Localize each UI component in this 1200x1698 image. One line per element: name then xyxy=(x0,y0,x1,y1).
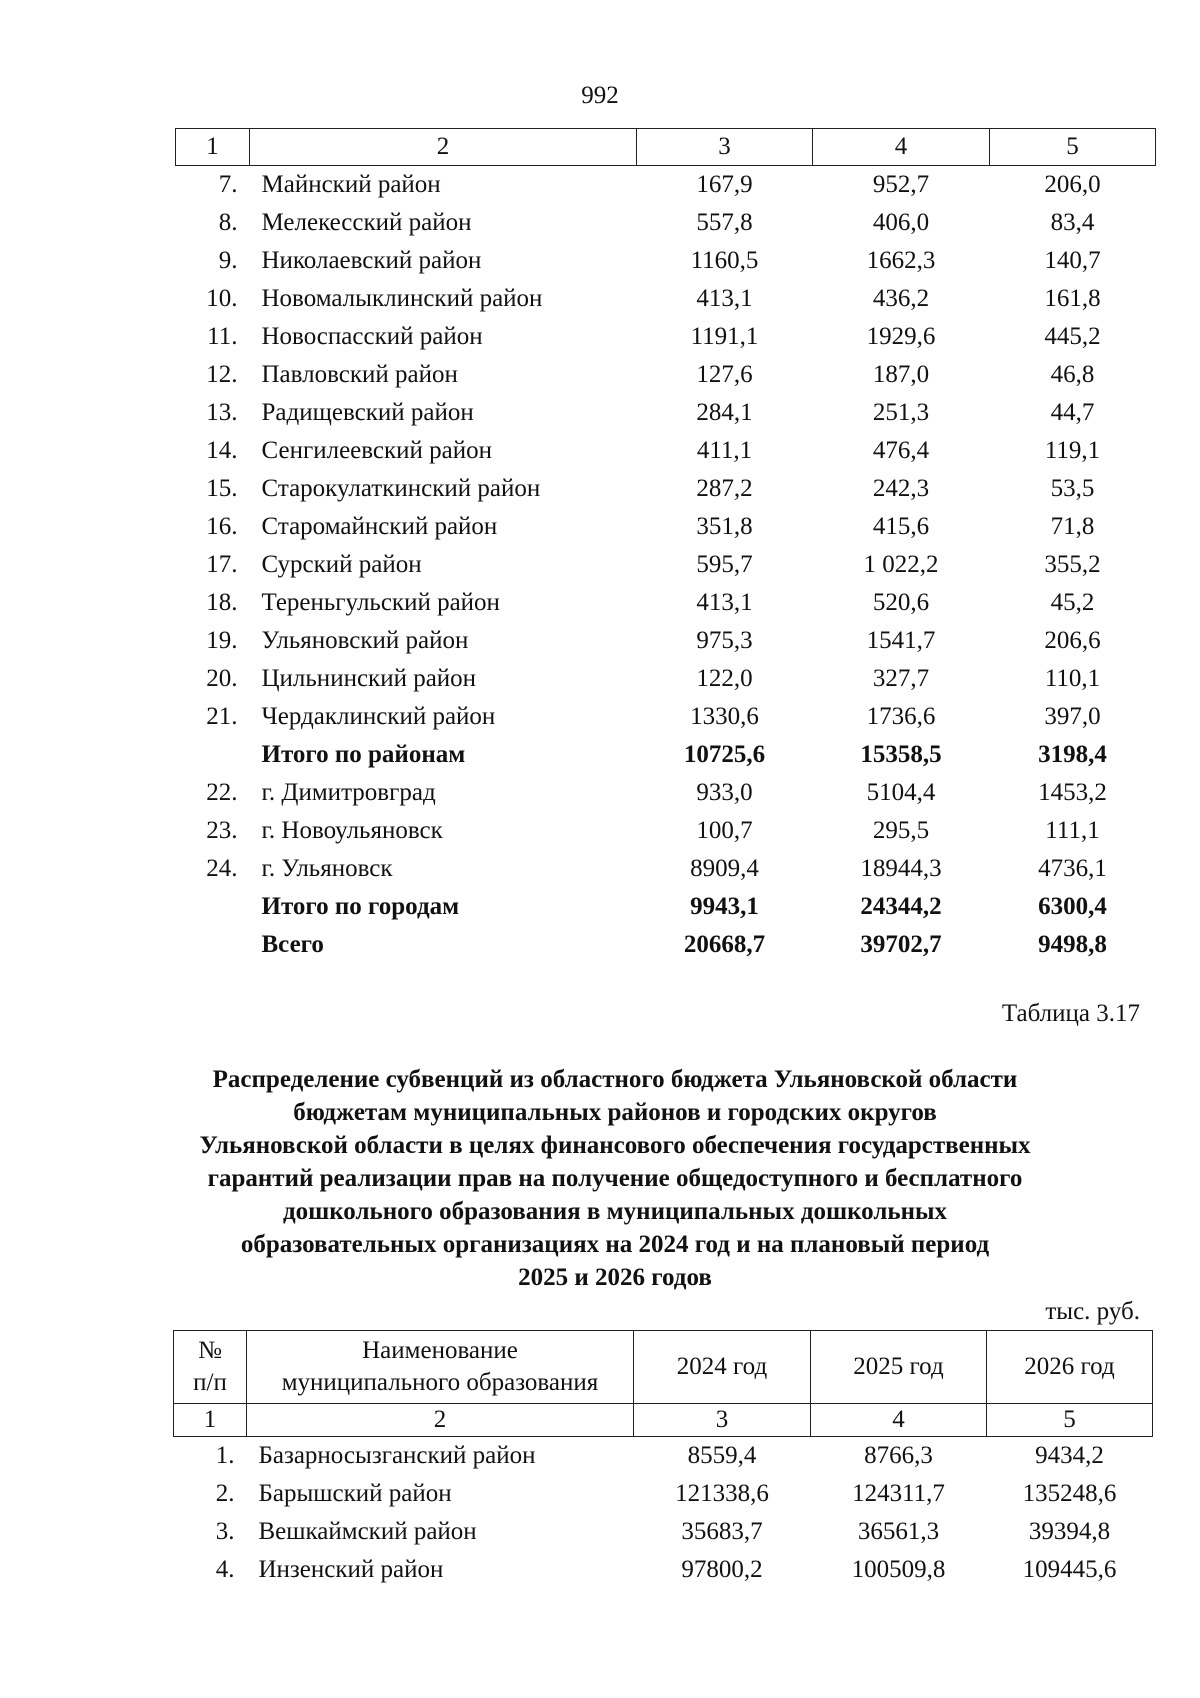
row-number: 16. xyxy=(206,512,238,540)
row-value: 1160,5 xyxy=(690,246,759,274)
column-number: 1 xyxy=(174,1404,247,1437)
row-value: 1736,6 xyxy=(866,702,936,730)
row-number: 22. xyxy=(206,778,238,806)
table-row xyxy=(174,1475,1153,1513)
row-number: 7. xyxy=(218,170,238,198)
column-number: 4 xyxy=(813,129,990,166)
row-number: 18. xyxy=(206,588,238,616)
row-value: 251,3 xyxy=(872,398,930,426)
table-row xyxy=(176,698,1156,736)
table-row xyxy=(176,508,1156,546)
row-value: 411,1 xyxy=(696,436,753,464)
row-value: 327,7 xyxy=(872,664,930,692)
row-name: Базарносызганский район xyxy=(258,1441,536,1469)
row-value: 9498,8 xyxy=(1038,930,1107,958)
row-name: Новомалыклинский район xyxy=(261,284,543,312)
row-value: 287,2 xyxy=(696,474,753,502)
row-name: г. Новоульяновск xyxy=(261,816,443,844)
header-name: Наименование муниципального образования xyxy=(247,1331,634,1404)
row-value: 1453,2 xyxy=(1038,778,1107,806)
table-row xyxy=(176,394,1156,432)
row-value: 1191,1 xyxy=(690,322,759,350)
table-row xyxy=(176,204,1156,242)
header-number: № п/п xyxy=(174,1331,247,1404)
row-value: 8909,4 xyxy=(690,854,759,882)
row-value: 284,1 xyxy=(696,398,753,426)
row-value: 520,6 xyxy=(872,588,930,616)
row-value: 975,3 xyxy=(696,626,753,654)
row-value: 15358,5 xyxy=(860,740,942,768)
header-2024: 2024 год xyxy=(634,1331,811,1404)
row-value: 242,3 xyxy=(872,474,930,502)
row-number: 20. xyxy=(206,664,238,692)
row-name: Инзенский район xyxy=(258,1555,444,1583)
table-row xyxy=(174,1513,1153,1551)
row-value: 8766,3 xyxy=(864,1441,933,1469)
column-number: 2 xyxy=(250,129,637,166)
row-name: Тереньгульский район xyxy=(261,588,500,616)
row-name: Николаевский район xyxy=(261,246,482,274)
title-line: дошкольного образования в муниципальных дошкольных xyxy=(282,1198,947,1225)
row-name: Итого по городам xyxy=(261,892,460,920)
header-2025: 2025 год xyxy=(811,1331,987,1404)
column-number: 3 xyxy=(637,129,813,166)
row-number: 23. xyxy=(206,816,238,844)
row-value: 127,6 xyxy=(696,360,753,388)
table-row xyxy=(176,850,1156,888)
row-value: 83,4 xyxy=(1050,208,1095,236)
table-row xyxy=(174,1551,1153,1589)
row-value: 45,2 xyxy=(1050,588,1095,616)
table-row xyxy=(176,280,1156,318)
table-row xyxy=(176,584,1156,622)
row-value: 413,1 xyxy=(696,284,753,312)
row-value: 406,0 xyxy=(872,208,930,236)
row-value: 36561,3 xyxy=(857,1517,940,1545)
row-value: 4736,1 xyxy=(1038,854,1107,882)
header-row xyxy=(174,1331,1153,1404)
row-number: 10. xyxy=(206,284,238,312)
row-value: 1541,7 xyxy=(866,626,936,654)
row-value: 557,8 xyxy=(696,208,753,236)
row-value: 8559,4 xyxy=(687,1441,757,1469)
row-name: Павловский район xyxy=(261,360,458,388)
row-number: 14. xyxy=(206,436,238,464)
row-name: г. Ульяновск xyxy=(261,854,393,882)
row-value: 351,8 xyxy=(696,512,753,540)
row-number: 17. xyxy=(206,550,238,578)
row-value: 6300,4 xyxy=(1038,892,1107,920)
column-number-row xyxy=(174,1404,1153,1437)
row-value: 3198,4 xyxy=(1038,740,1107,768)
row-value: 1662,3 xyxy=(866,246,936,274)
row-name: г. Димитровград xyxy=(261,778,436,806)
column-number: 2 xyxy=(247,1404,634,1437)
title-line: Распределение субвенций из областного бюджета Ульяновской области xyxy=(212,1066,1018,1093)
row-name: Вешкаймский район xyxy=(258,1517,477,1545)
row-name: Сурский район xyxy=(261,550,422,578)
row-value: 109445,6 xyxy=(1022,1555,1117,1583)
row-number: 19. xyxy=(206,626,238,654)
row-value: 71,8 xyxy=(1050,512,1095,540)
units-label: тыс. руб. xyxy=(1045,1298,1140,1325)
table-row xyxy=(176,470,1156,508)
table-row xyxy=(176,888,1156,926)
row-value: 35683,7 xyxy=(681,1517,763,1545)
row-name: Ульяновский район xyxy=(261,626,469,654)
row-value: 9434,2 xyxy=(1035,1441,1104,1469)
row-value: 20668,7 xyxy=(683,930,766,958)
row-number: 3. xyxy=(215,1517,235,1545)
page-number: 992 xyxy=(581,82,619,109)
table-row xyxy=(176,318,1156,356)
row-name: Всего xyxy=(261,930,324,958)
table-row xyxy=(176,660,1156,698)
row-value: 436,2 xyxy=(872,284,930,312)
row-value: 933,0 xyxy=(696,778,753,806)
row-name: Чердаклинский район xyxy=(261,702,496,730)
row-value: 952,7 xyxy=(872,170,930,198)
row-value: 119,1 xyxy=(1044,436,1101,464)
row-value: 1 022,2 xyxy=(863,550,939,578)
row-value: 10725,6 xyxy=(683,740,766,768)
row-value: 39702,7 xyxy=(860,930,942,958)
table-row xyxy=(176,432,1156,470)
row-value: 187,0 xyxy=(872,360,930,388)
table-row xyxy=(176,622,1156,660)
row-number: 8. xyxy=(218,208,238,236)
row-number: 2. xyxy=(215,1479,235,1507)
row-value: 18944,3 xyxy=(860,854,942,882)
title-line: образовательных организациях на 2024 год и на плановый период xyxy=(240,1231,990,1258)
row-name: Итого по районам xyxy=(261,740,466,768)
row-number: 11. xyxy=(207,322,238,350)
column-number: 3 xyxy=(634,1404,811,1437)
row-value: 415,6 xyxy=(872,512,930,540)
row-value: 397,0 xyxy=(1044,702,1101,730)
row-value: 53,5 xyxy=(1050,474,1095,502)
title-line: гарантий реализации прав на получение общедоступного и бесплатного xyxy=(207,1165,1023,1192)
row-number xyxy=(176,926,250,964)
row-value: 122,0 xyxy=(696,664,753,692)
row-number: 12. xyxy=(206,360,238,388)
row-value: 476,4 xyxy=(872,436,930,464)
row-value: 121338,6 xyxy=(675,1479,769,1507)
continuation-table xyxy=(175,128,1156,964)
row-value: 44,7 xyxy=(1050,398,1095,426)
row-value: 24344,2 xyxy=(860,892,942,920)
row-number xyxy=(176,736,250,774)
row-name: Радищевский район xyxy=(261,398,474,426)
row-name: Старомайнский район xyxy=(261,512,498,540)
row-number: 13. xyxy=(206,398,238,426)
row-value: 140,7 xyxy=(1044,246,1101,274)
title-line: бюджетам муниципальных районов и городских округов xyxy=(293,1099,937,1126)
row-value: 206,0 xyxy=(1044,170,1101,198)
row-value: 111,1 xyxy=(1045,816,1100,844)
row-value: 97800,2 xyxy=(681,1555,763,1583)
subvention-table xyxy=(173,1330,1153,1589)
title-line: Ульяновской области в целях финансового обеспечения государственных xyxy=(199,1132,1031,1159)
row-number: 21. xyxy=(206,702,238,730)
row-value: 206,6 xyxy=(1044,626,1101,654)
row-value: 39394,8 xyxy=(1028,1517,1111,1545)
row-value: 445,2 xyxy=(1044,322,1101,350)
column-number: 1 xyxy=(176,129,250,166)
row-value: 1929,6 xyxy=(866,322,936,350)
header-2026: 2026 год xyxy=(987,1331,1153,1404)
row-value: 9943,1 xyxy=(690,892,759,920)
column-number: 5 xyxy=(990,129,1156,166)
row-value: 355,2 xyxy=(1044,550,1101,578)
column-number: 4 xyxy=(811,1404,987,1437)
row-name: Сенгилеевский район xyxy=(261,436,493,464)
table-row xyxy=(174,1437,1153,1475)
row-value: 100509,8 xyxy=(851,1555,946,1583)
row-value: 295,5 xyxy=(872,816,930,844)
row-number xyxy=(176,888,250,926)
row-name: Цильнинский район xyxy=(261,664,477,692)
row-value: 595,7 xyxy=(696,550,753,578)
table-row xyxy=(176,166,1156,204)
row-name: Мелекесский район xyxy=(261,208,472,236)
row-value: 135248,6 xyxy=(1022,1479,1117,1507)
row-value: 161,8 xyxy=(1044,284,1101,312)
table-title xyxy=(150,1063,1080,1294)
table-row xyxy=(176,812,1156,850)
title-line: 2025 и 2026 годов xyxy=(518,1264,712,1291)
row-value: 100,7 xyxy=(696,816,753,844)
table-row xyxy=(176,546,1156,584)
table-row xyxy=(176,926,1156,964)
row-number: 4. xyxy=(215,1555,235,1583)
table-row xyxy=(176,774,1156,812)
row-value: 46,8 xyxy=(1050,360,1095,388)
row-number: 15. xyxy=(206,474,238,502)
row-value: 413,1 xyxy=(696,588,753,616)
row-value: 110,1 xyxy=(1044,664,1101,692)
column-number: 5 xyxy=(987,1404,1153,1437)
table-row xyxy=(176,356,1156,394)
table-label: Таблица 3.17 xyxy=(1001,1000,1140,1027)
column-number-row xyxy=(176,129,1156,166)
row-number: 24. xyxy=(206,854,238,882)
table-row xyxy=(176,736,1156,774)
row-number: 1. xyxy=(215,1441,235,1469)
row-value: 167,9 xyxy=(696,170,753,198)
table-row xyxy=(176,242,1156,280)
row-value: 124311,7 xyxy=(852,1479,945,1507)
row-value: 5104,4 xyxy=(866,778,936,806)
row-name: Барышский район xyxy=(258,1479,452,1507)
row-name: Майнский район xyxy=(261,170,441,198)
row-number: 9. xyxy=(218,246,238,274)
row-name: Старокулаткинский район xyxy=(261,474,541,502)
row-value: 1330,6 xyxy=(690,702,759,730)
row-name: Новоспасский район xyxy=(261,322,483,350)
